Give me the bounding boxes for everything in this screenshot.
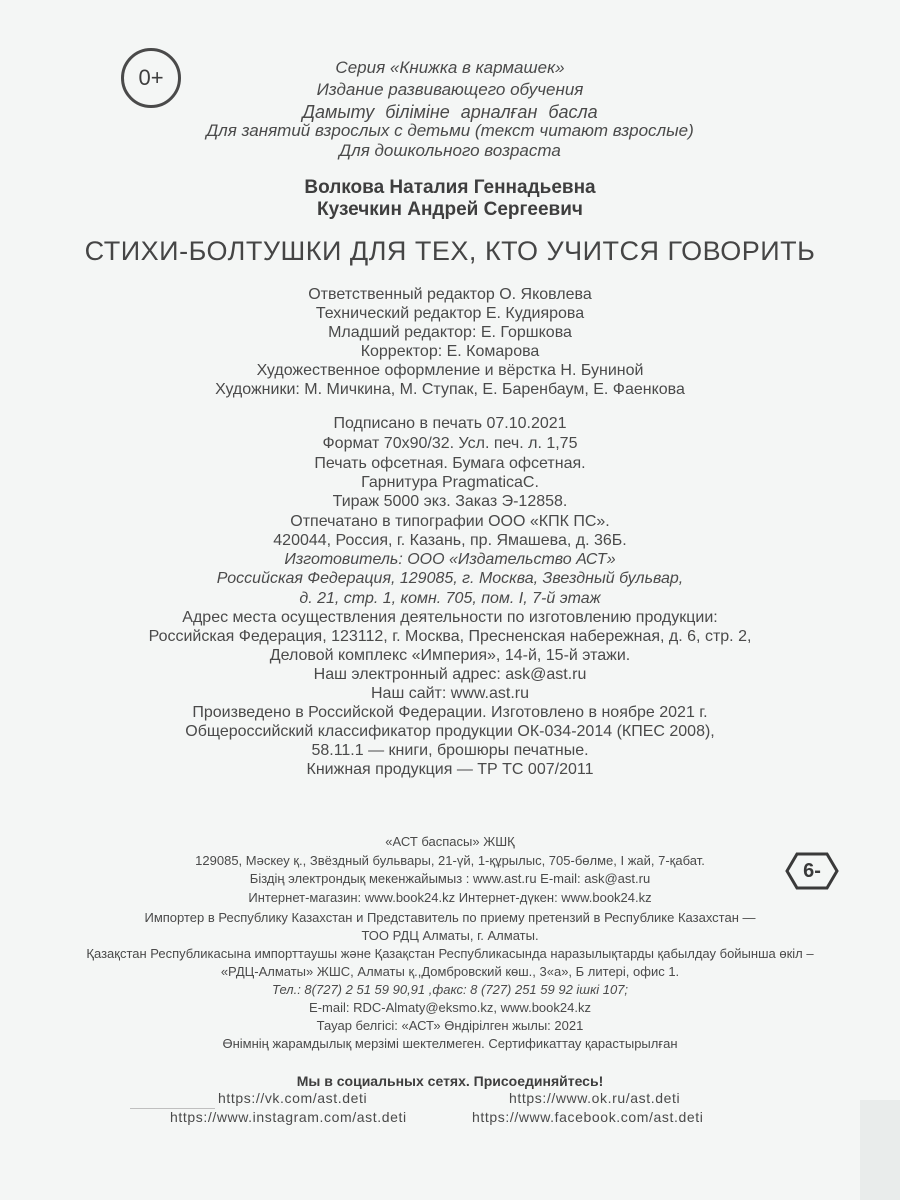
- edition-type-line: Издание развивающего обучения: [316, 80, 584, 99]
- kazakh-line: Интернет-магазин: www.book24.kz Интернет-дүкен: www.book24.kz: [248, 890, 652, 905]
- age-rating-text: 0+: [138, 65, 164, 90]
- kazakh-line: «АСТ баспасы» ЖШҚ: [385, 834, 515, 849]
- production-line: Произведено в Российской Федерации. Изготовлено в ноябре 2021 г.: [192, 704, 708, 721]
- kazakh-line: Импортер в Республику Казахстан и Представитель по приему претензий в Республике Казахстан —: [144, 910, 756, 925]
- manufacturer-line: Российская Федерация, 129085, г. Москва, Звездный бульвар,: [216, 570, 684, 587]
- age-hexagon-text: 6-: [803, 859, 821, 882]
- manufacturer-line: Изготовитель: ООО «Издательство АСТ»: [284, 551, 616, 568]
- kazakh-line: «РДЦ-Алматы» ЖШС, Алматы қ.,Домбровский көш., 3«а», Б литерi, офис 1.: [220, 964, 680, 979]
- print-info-line: 420044, Россия, г. Казань, пр. Ямашева, д. 36Б.: [273, 532, 627, 549]
- age-group-line: Для дошкольного возраста: [339, 141, 561, 160]
- print-info-line: Гарнитура PragmaticaC.: [361, 474, 539, 491]
- kazakh-edition-line: Дамыту білімінe арналған басла: [302, 102, 598, 122]
- address-line: Деловой комплекс «Империя», 14-й, 15-й этажи.: [269, 647, 631, 664]
- print-info-line: Печать офсетная. Бумага офсетная.: [314, 455, 586, 472]
- print-info-line: Отпечатано в типографии ООО «КПК ПС».: [290, 513, 610, 530]
- address-line: Адрес места осуществления деятельности по изготовлению продукции:: [182, 609, 718, 626]
- email-line: Наш электронный адрес: ask@ast.ru: [313, 666, 587, 683]
- kazakh-line: E-mail: RDC-Almaty@eksmo.kz, www.book24.kz: [309, 1000, 591, 1015]
- credit-line: Художники: М. Мичкина, М. Ступак, Е. Баренбаум, Е. Фаенкова: [215, 381, 685, 398]
- kazakh-line: ТОО РДЦ Алматы, г. Алматы.: [361, 928, 539, 943]
- age-hexagon-badge: [785, 852, 839, 890]
- credit-line: Корректор: Е. Комарова: [360, 343, 540, 360]
- ok-link[interactable]: https://www.ok.ru/ast.deti: [509, 1090, 681, 1106]
- usage-line: Для занятий взрослых с детьми (текст читают взрослые): [206, 121, 694, 140]
- page-corner-shadow: [860, 1100, 900, 1200]
- print-info-line: Формат 70x90/32. Усл. печ. л. 1,75: [322, 435, 578, 452]
- book-title: СТИХИ-БОЛТУШКИ ДЛЯ ТЕХ, КТО УЧИТСЯ ГОВОРИТЬ: [84, 236, 816, 266]
- credit-line: Технический редактор Е. Кудиярова: [315, 305, 585, 322]
- vk-link[interactable]: https://vk.com/ast.deti: [218, 1090, 368, 1106]
- address-line: Российская Федерация, 123112, г. Москва, Пресненская набережная, д. 6, стр. 2,: [148, 628, 752, 645]
- manufacturer-line: д. 21, стр. 1, комн. 705, пом. I, 7-й этаж: [299, 590, 601, 607]
- print-info-line: Тираж 5000 экз. Заказ Э-12858.: [332, 493, 568, 510]
- production-line: 58.11.1 — книги, брошюры печатные.: [311, 742, 589, 759]
- credit-line: Ответственный редактор О. Яковлева: [308, 286, 592, 303]
- production-line: Книжная продукция — ТР ТС 007/2011: [306, 761, 594, 778]
- facebook-link[interactable]: https://www.facebook.com/ast.deti: [472, 1109, 704, 1125]
- kazakh-line: Тауар белгісі: «АСТ» Өндірілген жылы: 2021: [316, 1018, 584, 1033]
- production-line: Общероссийский классификатор продукции ОК-034-2014 (КПЕС 2008),: [185, 723, 715, 740]
- author-2: Кузечкин Андрей Сергеевич: [317, 199, 583, 220]
- credit-line: Художественное оформление и вёрстка Н. Буниной: [256, 362, 644, 379]
- print-info-line: Подписано в печать 07.10.2021: [333, 415, 567, 432]
- kazakh-line: 129085, Мәскеу қ., Звёздный бульвары, 21-үй, 1-құрылыс, 705-бөлме, I жай, 7-қабат.: [195, 853, 705, 868]
- credit-line: Младший редактор: Е. Горшкова: [328, 324, 572, 341]
- kazakh-line: Өнімнің жарамдылық мерзімі шектелмеген. Сертификаттау қарастырылған: [222, 1036, 678, 1051]
- kazakh-line: Біздің электрондық мекенжайымыз : www.ast.ru E-mail: ask@ast.ru: [249, 871, 651, 886]
- series-line: Серия «Книжка в кармашек»: [335, 58, 565, 77]
- kazakh-line: Қазақстан Республикасына импорттаушы және Қазақстан Республикасында наразылықтарды қабылдау бойынша өкіл –: [86, 946, 814, 961]
- kazakh-line: Тел.: 8(727) 2 51 59 90,91 ,факс: 8 (727) 251 59 92 ішкі 107;: [271, 982, 629, 997]
- instagram-link[interactable]: https://www.instagram.com/ast.deti: [170, 1109, 407, 1125]
- website-line: Наш сайт: www.ast.ru: [370, 685, 530, 702]
- social-heading: Мы в социальных сетях. Присоединяйтесь!: [296, 1073, 604, 1089]
- author-1: Волкова Наталия Геннадьевна: [304, 177, 596, 198]
